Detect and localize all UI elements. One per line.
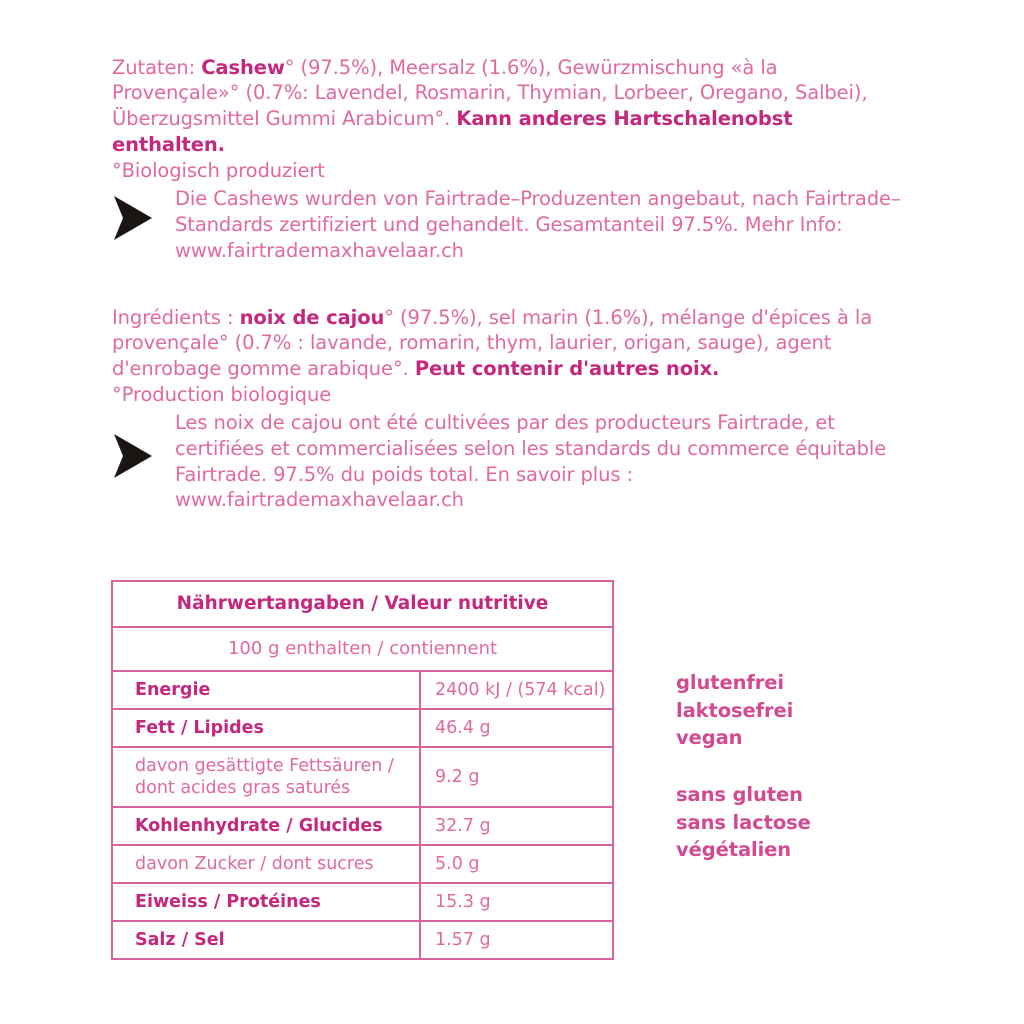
nutrition-title-row bbox=[112, 581, 613, 627]
nutrition-subtitle: 100 g enthalten / contiennent bbox=[112, 627, 613, 671]
nutrient-label: Eiweiss / Protéines bbox=[112, 883, 420, 921]
text-segment-2: ° (97.5%), Meersalz (1.6%), Gewürzmischung «à la Provençale»° (0.7%: Lavendel, Rosmarin, Thymian, Lorbeer, Oregano, Salbei), Überzugsmittel Gummi Arabicum°. bbox=[112, 55, 868, 131]
text-segment-3: Kann anderes Hartschalenobst enthalten. bbox=[112, 107, 793, 156]
dietary-claims-fr bbox=[676, 781, 811, 864]
nutrient-label: Energie bbox=[112, 671, 420, 709]
nutrient-value: 2400 kJ / (574 kcal) bbox=[420, 671, 613, 709]
dietary-claim: glutenfrei bbox=[676, 671, 784, 694]
text-segment-3: Peut contenir d'autres noix. bbox=[414, 357, 720, 381]
fairtrade-notice-de bbox=[112, 186, 912, 263]
organic-note-de: °Biologisch produziert bbox=[112, 158, 325, 182]
nutrient-value: 32.7 g bbox=[420, 807, 613, 845]
fairtrade-notice-fr bbox=[112, 410, 912, 513]
nutrient-label: davon gesättigte Fettsäuren / dont acides gras saturés bbox=[112, 747, 420, 807]
table-row bbox=[112, 845, 613, 883]
nutrition-subtitle-row bbox=[112, 627, 613, 671]
text-segment-0: Ingrédients : bbox=[112, 305, 240, 329]
text-segment-1: noix de cajou bbox=[239, 305, 385, 329]
play-arrow-icon bbox=[112, 432, 154, 480]
dietary-claim: vegan bbox=[676, 726, 743, 749]
nutrition-title: Nährwertangaben / Valeur nutritive bbox=[112, 581, 613, 627]
nutrition-table-body bbox=[112, 581, 613, 959]
nutrient-value: 9.2 g bbox=[420, 747, 613, 807]
text-segment-1: Cashew bbox=[201, 55, 285, 79]
table-row bbox=[112, 921, 613, 959]
ingredients-text-de bbox=[112, 55, 902, 158]
table-row bbox=[112, 883, 613, 921]
dietary-claim: sans gluten bbox=[676, 783, 803, 806]
play-arrow-icon bbox=[112, 194, 154, 242]
dietary-claim: végétalien bbox=[676, 838, 792, 861]
text-segment-0: Zutaten: bbox=[112, 55, 202, 79]
text-segment-2: ° (97.5%), sel marin (1.6%), mélange d'épices à la provençale° (0.7% : lavande, romarin, thym, laurier, origan, sauge), agent d'enrobage gomme arabique°. bbox=[112, 305, 873, 381]
dietary-claim: laktosefrei bbox=[676, 698, 794, 722]
nutrient-value: 5.0 g bbox=[420, 845, 613, 883]
table-row bbox=[112, 671, 613, 709]
dietary-claims-de bbox=[676, 669, 793, 752]
dietary-claim: sans lactose bbox=[676, 810, 811, 834]
fairtrade-text-de: Die Cashews wurden von Fairtrade–Produzenten angebaut, nach Fairtrade–Standards zertifiziert und gehandelt. Gesamtanteil 97.5%. Mehr Info: www.fairtrademaxhavelaar.ch bbox=[175, 187, 901, 262]
fairtrade-text-fr: Les noix de cajou ont été cultivées par des producteurs Fairtrade, et certifiées et commercialisées selon les standards du commerce équitable Fairtrade. 97.5% du poids total. En savoir plus : www.fairtrademaxhavelaar.ch bbox=[175, 411, 887, 512]
nutrient-label: Kohlenhydrate / Glucides bbox=[112, 807, 420, 845]
table-row bbox=[112, 709, 613, 747]
ingredients-text-fr bbox=[112, 305, 907, 382]
nutrient-label: Salz / Sel bbox=[112, 921, 420, 959]
nutrient-label: Fett / Lipides bbox=[112, 709, 420, 747]
nutrient-value: 15.3 g bbox=[420, 883, 613, 921]
organic-note-fr: °Production biologique bbox=[112, 382, 332, 406]
table-row bbox=[112, 747, 613, 807]
table-row bbox=[112, 807, 613, 845]
nutrient-label: davon Zucker / dont sucres bbox=[112, 845, 420, 883]
nutrition-table bbox=[111, 580, 614, 960]
nutrient-value: 46.4 g bbox=[420, 709, 613, 747]
nutrient-value: 1.57 g bbox=[420, 921, 613, 959]
